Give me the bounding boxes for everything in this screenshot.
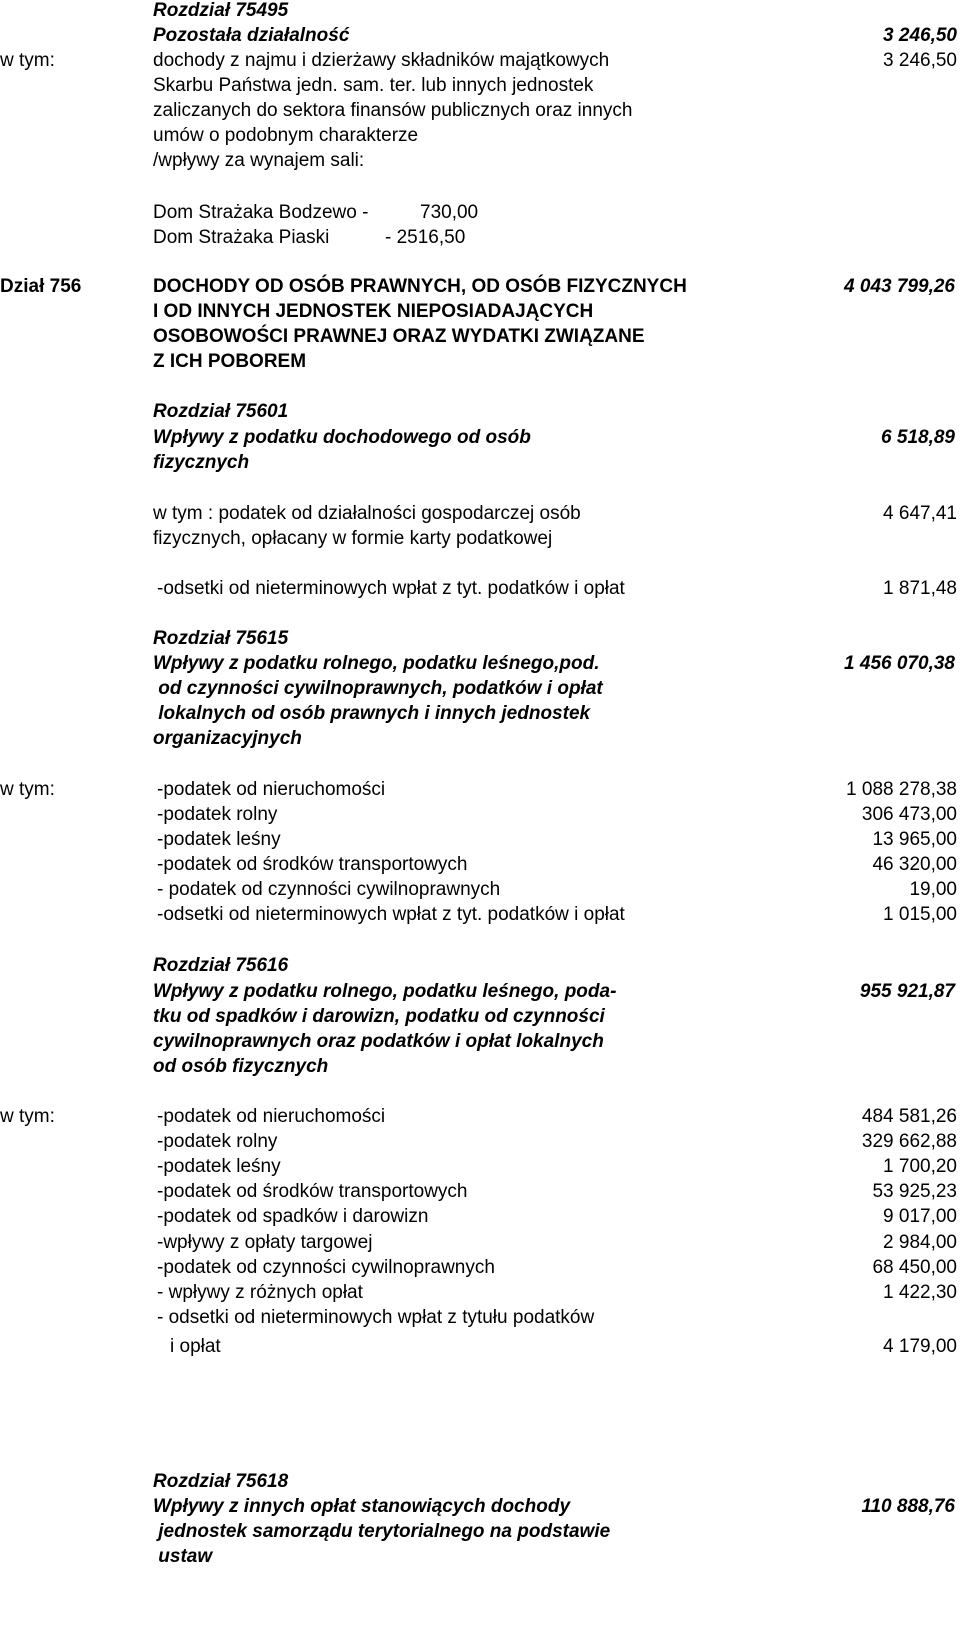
- item-label: -podatek rolny: [157, 1131, 278, 1152]
- item-amount: 2 984,00: [883, 1232, 957, 1253]
- item-amount: 9 017,00: [883, 1206, 957, 1227]
- section-total: 6 518,89: [881, 427, 955, 448]
- section-heading: Rozdział 75616: [153, 955, 289, 976]
- item-amount: 1 871,48: [883, 578, 957, 599]
- section-title: Wpływy z podatku rolnego, podatku leśnego,pod.: [153, 653, 600, 674]
- division-title-cont: I OD INNYCH JEDNOSTEK NIEPOSIADAJĄCYCH: [153, 301, 594, 322]
- detail-label: Dom Strażaka Bodzewo -: [153, 202, 369, 223]
- detail-label: Dom Strażaka Piaski: [153, 227, 330, 248]
- item-label: - wpływy z różnych opłat: [157, 1282, 363, 1303]
- section-heading: Rozdział 75495: [153, 0, 289, 21]
- item-label: -wpływy z opłaty targowej: [157, 1232, 373, 1253]
- section-heading: Rozdział 75618: [153, 1471, 289, 1492]
- section-title-cont: tku od spadków i darowizn, podatku od czynności: [153, 1006, 605, 1027]
- division-title-cont: OSOBOWOŚCI PRAWNEJ ORAZ WYDATKI ZWIĄZANE: [153, 326, 645, 347]
- section-title-cont: ustaw: [153, 1546, 213, 1567]
- section-title-cont: cywilnoprawnych oraz podatków i opłat lokalnych: [153, 1031, 604, 1052]
- item-amount: 4 647,41: [883, 503, 957, 524]
- item-label-cont: zaliczanych do sektora finansów publicznych oraz innych: [153, 100, 633, 121]
- item-label: -podatek rolny: [157, 804, 278, 825]
- section-heading: Rozdział 75601: [153, 401, 289, 422]
- section-title: Wpływy z innych opłat stanowiących dochody: [153, 1496, 571, 1517]
- wtym-label: w tym:: [0, 779, 55, 800]
- item-label: - odsetki od nieterminowych wpłat z tytułu podatków: [157, 1307, 595, 1328]
- item-label: w tym : podatek od działalności gospodarczej osób: [153, 503, 581, 524]
- item-amount: 1 422,30: [883, 1282, 957, 1303]
- section-title: Wpływy z podatku dochodowego od osób: [153, 427, 531, 448]
- division-total: 4 043 799,26: [844, 276, 955, 297]
- section-total: 955 921,87: [859, 981, 955, 1002]
- section-title-cont: organizacyjnych: [153, 728, 302, 749]
- item-amount: 13 965,00: [872, 829, 957, 850]
- item-amount: 306 473,00: [861, 804, 957, 825]
- item-label: -podatek leśny: [157, 1156, 281, 1177]
- item-amount: 484 581,26: [861, 1106, 957, 1127]
- detail-value: 730,00: [420, 202, 479, 223]
- section-title-cont: lokalnych od osób prawnych i innych jednostek: [153, 703, 591, 724]
- section-total: 1 456 070,38: [844, 653, 955, 674]
- item-label: -podatek od środków transportowych: [157, 854, 468, 875]
- item-label: -podatek od nieruchomości: [157, 1106, 386, 1127]
- item-amount: 329 662,88: [861, 1131, 957, 1152]
- item-label: -odsetki od nieterminowych wpłat z tyt. podatków i opłat: [157, 904, 625, 925]
- item-amount: 19,00: [909, 879, 957, 900]
- item-label: -podatek od spadków i darowizn: [157, 1206, 429, 1227]
- item-amount: 1 015,00: [883, 904, 957, 925]
- item-amount: 46 320,00: [872, 854, 957, 875]
- item-amount: 53 925,23: [872, 1181, 957, 1202]
- division-label: Dział 756: [0, 276, 82, 297]
- item-label: -podatek leśny: [157, 829, 281, 850]
- detail-value: - 2516,50: [385, 227, 466, 248]
- section-title-cont: od czynności cywilnoprawnych, podatków i opłat: [153, 678, 603, 699]
- item-amount: 3 246,50: [883, 50, 957, 71]
- item-amount: 1 088 278,38: [846, 779, 957, 800]
- item-label-cont: umów o podobnym charakterze: [153, 125, 419, 146]
- section-heading: Rozdział 75615: [153, 628, 289, 649]
- section-total: 110 888,76: [861, 1496, 955, 1517]
- section-title: Pozostała działalność: [153, 25, 350, 46]
- item-label: - podatek od czynności cywilnoprawnych: [157, 879, 501, 900]
- section-title-cont: jednostek samorządu terytorialnego na podstawie: [153, 1521, 611, 1542]
- section-title-cont: fizycznych: [153, 452, 250, 473]
- item-amount: 68 450,00: [872, 1257, 957, 1278]
- item-label: -odsetki od nieterminowych wpłat z tyt. podatków i opłat: [157, 578, 625, 599]
- item-label: -podatek od czynności cywilnoprawnych: [157, 1257, 495, 1278]
- section-title-cont: od osób fizycznych: [153, 1056, 329, 1077]
- item-label-cont: fizycznych, opłacany w formie karty podatkowej: [153, 528, 553, 549]
- division-title-cont: Z ICH POBOREM: [153, 351, 307, 372]
- item-label: -podatek od nieruchomości: [157, 779, 386, 800]
- item-amount: 1 700,20: [883, 1156, 957, 1177]
- item-amount: 4 179,00: [883, 1336, 957, 1357]
- wtym-label: w tym:: [0, 50, 55, 71]
- wtym-label: w tym:: [0, 1106, 55, 1127]
- item-label: -podatek od środków transportowych: [157, 1181, 468, 1202]
- division-title: DOCHODY OD OSÓB PRAWNYCH, OD OSÓB FIZYCZNYCH: [153, 276, 687, 297]
- section-title: Wpływy z podatku rolnego, podatku leśnego, poda-: [153, 981, 617, 1002]
- item-label: dochody z najmu i dzierżawy składników majątkowych: [153, 50, 610, 71]
- item-label-cont: Skarbu Państwa jedn. sam. ter. lub innych jednostek: [153, 75, 594, 96]
- item-label-cont: /wpływy za wynajem sali:: [153, 150, 365, 171]
- item-label-cont: i opłat: [170, 1336, 221, 1357]
- section-total: 3 246,50: [883, 25, 957, 46]
